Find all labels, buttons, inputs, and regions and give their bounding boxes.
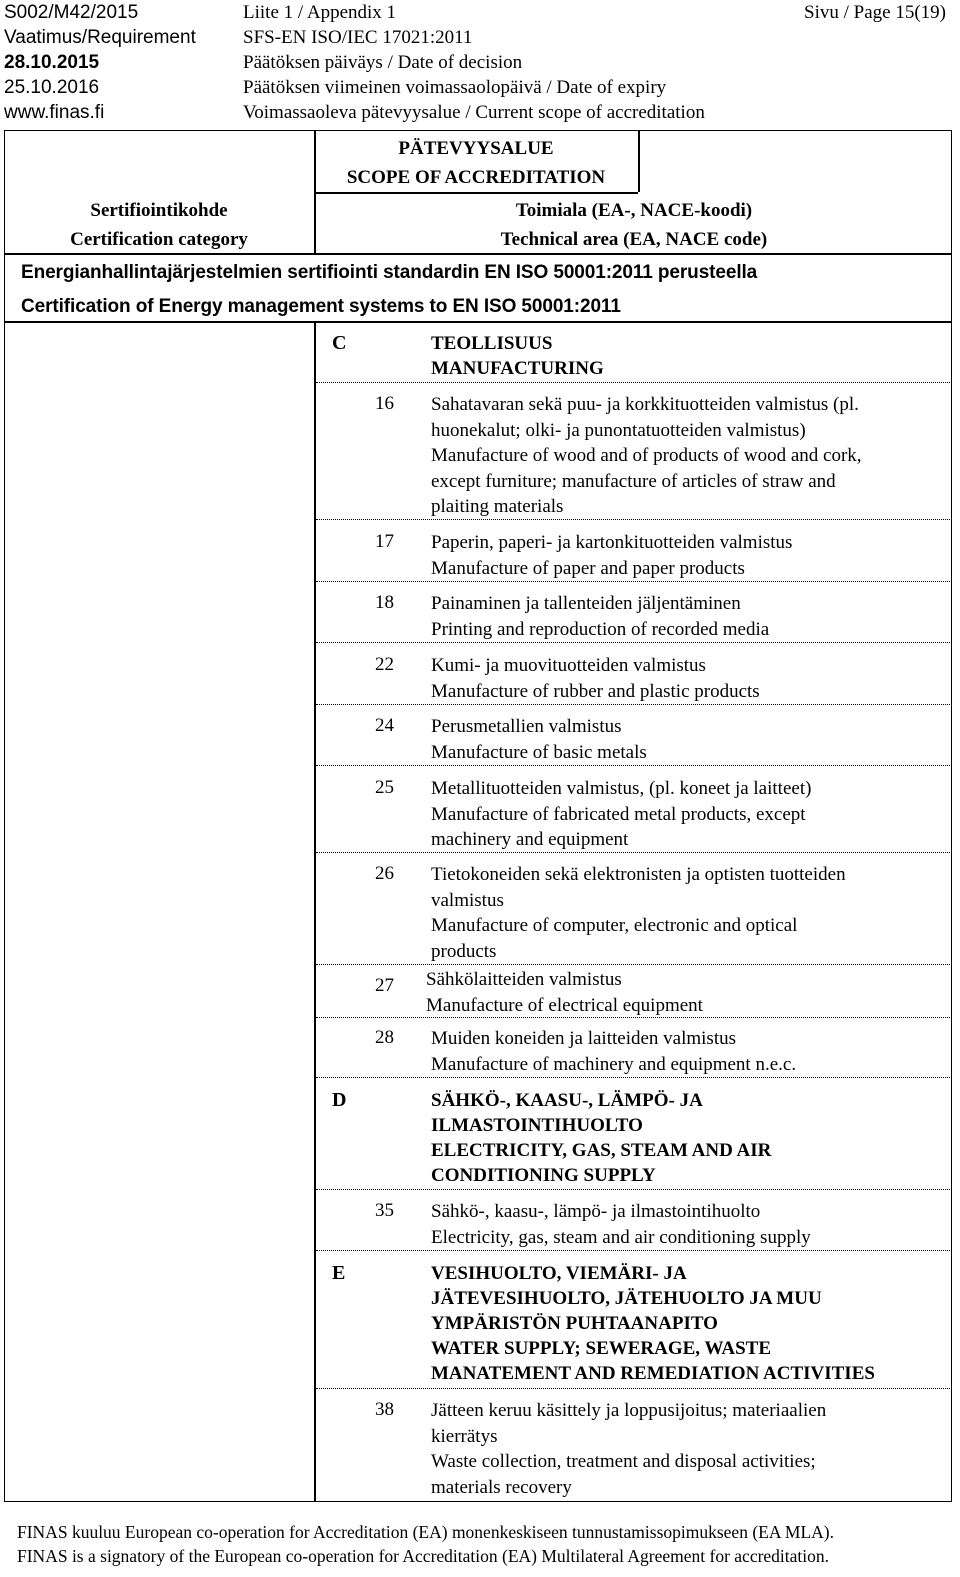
- description-line: plaiting materials: [431, 496, 564, 517]
- section-letter-e: E: [332, 1262, 346, 1284]
- row-separator: [316, 964, 952, 965]
- header-row-requirement: [0, 25, 960, 50]
- header-row-decision: [0, 50, 960, 75]
- certification-title-en: Certification of Energy management systems to EN ISO 50001:2011: [21, 296, 621, 317]
- nace-description-28: [431, 1026, 943, 1077]
- description-line: Jätteen keruu käsittely ja loppusijoitus; materiaalien: [431, 1400, 827, 1421]
- nace-code-38: 38: [375, 1399, 394, 1420]
- description-line: Paperin, paperi- ja kartonkituotteiden valmistus: [431, 532, 793, 553]
- description-line: Sähkölaitteiden valmistus: [426, 969, 622, 990]
- doc-code: S002/M42/2015: [4, 2, 139, 23]
- description-line: Manufacture of fabricated metal products, except: [431, 803, 806, 825]
- row-separator: [316, 1017, 952, 1018]
- row-separator: [316, 765, 952, 766]
- scope-title-fi: PÄTEVYYSALUE: [398, 138, 554, 159]
- row-separator: [316, 1189, 952, 1190]
- nace-code-25: 25: [375, 777, 394, 798]
- row-separator: [316, 852, 952, 853]
- description-line: machinery and equipment: [431, 829, 629, 850]
- technical-area-header-en: Technical area (EA, NACE code): [500, 229, 768, 250]
- description-line: except furniture; manufacture of articles of straw and: [431, 470, 836, 492]
- description-line: Manufacture of wood and of products of wood and cork,: [431, 445, 862, 466]
- nace-description-24: [431, 714, 943, 765]
- nace-description-25: [431, 776, 943, 853]
- section-title-d: [431, 1088, 941, 1188]
- description-line: Printing and reproduction of recorded media: [431, 618, 770, 640]
- footer-fi: FINAS kuuluu European co-operation for Accreditation (EA) monenkeskiseen tunnustamissopimukseen (EA MLA).: [17, 1522, 834, 1542]
- row-separator: [316, 581, 952, 582]
- section-letter-d: D: [332, 1089, 347, 1111]
- section-title-line: ILMASTOINTIHUOLTO: [431, 1115, 643, 1136]
- technical-area-header: [314, 196, 954, 254]
- section-title-line: SÄHKÖ-, KAASU-, LÄMPÖ- JA: [431, 1090, 703, 1111]
- description-line: Electricity, gas, steam and air conditioning supply: [431, 1226, 811, 1248]
- description-line: Waste collection, treatment and disposal activities;: [431, 1451, 816, 1472]
- section-title-line: ELECTRICITY, GAS, STEAM AND AIR: [431, 1140, 772, 1161]
- nace-description-18: [431, 591, 943, 642]
- row-separator: [316, 704, 952, 705]
- nace-description-27: [426, 967, 938, 1018]
- description-line: kierrätys: [431, 1425, 498, 1447]
- technical-area-header-fi: Toimiala (EA-, NACE-koodi): [515, 200, 753, 221]
- section-title-e: [431, 1261, 941, 1386]
- section-title-line: WATER SUPPLY; SEWERAGE, WASTE: [431, 1338, 771, 1359]
- nace-code-28: 28: [375, 1027, 394, 1048]
- description-line: Manufacture of rubber and plastic products: [431, 680, 760, 702]
- description-line: materials recovery: [431, 1476, 572, 1498]
- nace-description-16: [431, 392, 943, 520]
- category-header-en: Certification category: [70, 229, 248, 250]
- section-title-line: TEOLLISUUS: [431, 333, 553, 354]
- section-title-c: [431, 331, 941, 381]
- description-line: products: [431, 940, 497, 962]
- page-number: Sivu / Page 15(19): [804, 2, 946, 23]
- nace-description-38: [431, 1398, 943, 1500]
- document-header: [0, 0, 960, 126]
- nace-description-35: [431, 1199, 943, 1250]
- description-line: valmistus: [431, 889, 504, 911]
- nace-description-22: [431, 653, 943, 704]
- appendix-label: Liite 1 / Appendix 1: [243, 2, 397, 23]
- description-line: Manufacture of paper and paper products: [431, 557, 745, 579]
- category-header: [4, 196, 314, 254]
- nace-code-27: 27: [375, 975, 394, 996]
- description-line: Perusmetallien valmistus: [431, 716, 622, 737]
- description-line: Manufacture of basic metals: [431, 741, 647, 763]
- description-line: Manufacture of machinery and equipment n.e.c.: [431, 1053, 797, 1075]
- nace-code-24: 24: [375, 715, 394, 736]
- nace-code-16: 16: [375, 393, 394, 414]
- decision-date: 28.10.2015: [4, 52, 100, 73]
- row-separator: [316, 382, 952, 383]
- row-separator: [316, 1250, 952, 1251]
- requirement-standard: SFS-EN ISO/IEC 17021:2011: [243, 27, 473, 48]
- description-line: Sähkö-, kaasu-, lämpö- ja ilmastointihuolto: [431, 1201, 761, 1222]
- nace-code-26: 26: [375, 863, 394, 884]
- nace-description-17: [431, 530, 943, 581]
- decision-date-label: Päätöksen päiväys / Date of decision: [243, 52, 523, 73]
- section-title-line: CONDITIONING SUPPLY: [431, 1165, 656, 1186]
- nace-description-26: [431, 862, 943, 964]
- scope-title-right-divider: [638, 130, 640, 192]
- cert-bottom-rule: [4, 321, 952, 323]
- expiry-date-label: Päätöksen viimeinen voimassaolopäivä / Date of expiry: [243, 77, 667, 98]
- row-separator: [316, 519, 952, 520]
- nace-code-35: 35: [375, 1200, 394, 1221]
- description-line: huonekalut; olki- ja punontatuotteiden valmistus): [431, 419, 806, 441]
- description-line: Manufacture of computer, electronic and optical: [431, 915, 798, 936]
- description-line: Sahatavaran sekä puu- ja korkkituotteiden valmistus (pl.: [431, 394, 859, 415]
- description-line: Painaminen ja tallenteiden jäljentäminen: [431, 593, 741, 614]
- expiry-date: 25.10.2016: [4, 77, 100, 98]
- description-line: Manufacture of electrical equipment: [426, 994, 703, 1016]
- body-column-divider: [314, 321, 316, 1502]
- section-title-line: VESIHUOLTO, VIEMÄRI- JA: [431, 1263, 687, 1284]
- section-title-line: MANUFACTURING: [431, 358, 604, 379]
- nace-code-17: 17: [375, 531, 394, 552]
- nace-code-22: 22: [375, 654, 394, 675]
- description-line: Kumi- ja muovituotteiden valmistus: [431, 655, 706, 676]
- footer-en: FINAS is a signatory of the European co-operation for Accreditation (EA) Multilateral Agreement for accreditation.: [17, 1546, 830, 1566]
- scope-title-en: SCOPE OF ACCREDITATION: [346, 167, 606, 188]
- row-separator: [316, 642, 952, 643]
- header-row-website: [0, 100, 960, 125]
- description-line: Metallituotteiden valmistus, (pl. koneet ja laitteet): [431, 778, 812, 799]
- row-separator: [316, 1077, 952, 1078]
- nace-code-18: 18: [375, 592, 394, 613]
- current-scope-label: Voimassaoleva pätevyysalue / Current scope of accreditation: [243, 102, 705, 123]
- row-separator: [316, 1388, 952, 1389]
- certification-title-fi: Energianhallintajärjestelmien sertifiointi standardin EN ISO 50001:2011 perusteella: [21, 262, 758, 283]
- category-header-fi: Sertifiointikohde: [90, 200, 228, 221]
- scope-title: [314, 134, 638, 192]
- website-link[interactable]: www.finas.fi: [4, 102, 105, 123]
- header-row-expiry: [0, 75, 960, 100]
- scope-title-rule: [314, 192, 638, 194]
- section-title-line: MANATEMENT AND REMEDIATION ACTIVITIES: [431, 1363, 875, 1384]
- section-title-line: YMPÄRISTÖN PUHTAANAPITO: [431, 1313, 718, 1334]
- header-row-page: [0, 0, 960, 25]
- description-line: Tietokoneiden sekä elektronisten ja optisten tuotteiden: [431, 864, 846, 885]
- section-letter-c: C: [332, 332, 347, 354]
- description-line: Muiden koneiden ja laitteiden valmistus: [431, 1028, 736, 1049]
- section-title-line: JÄTEVESIHUOLTO, JÄTEHUOLTO JA MUU: [431, 1288, 822, 1309]
- requirement-label: Vaatimus/Requirement: [4, 27, 196, 48]
